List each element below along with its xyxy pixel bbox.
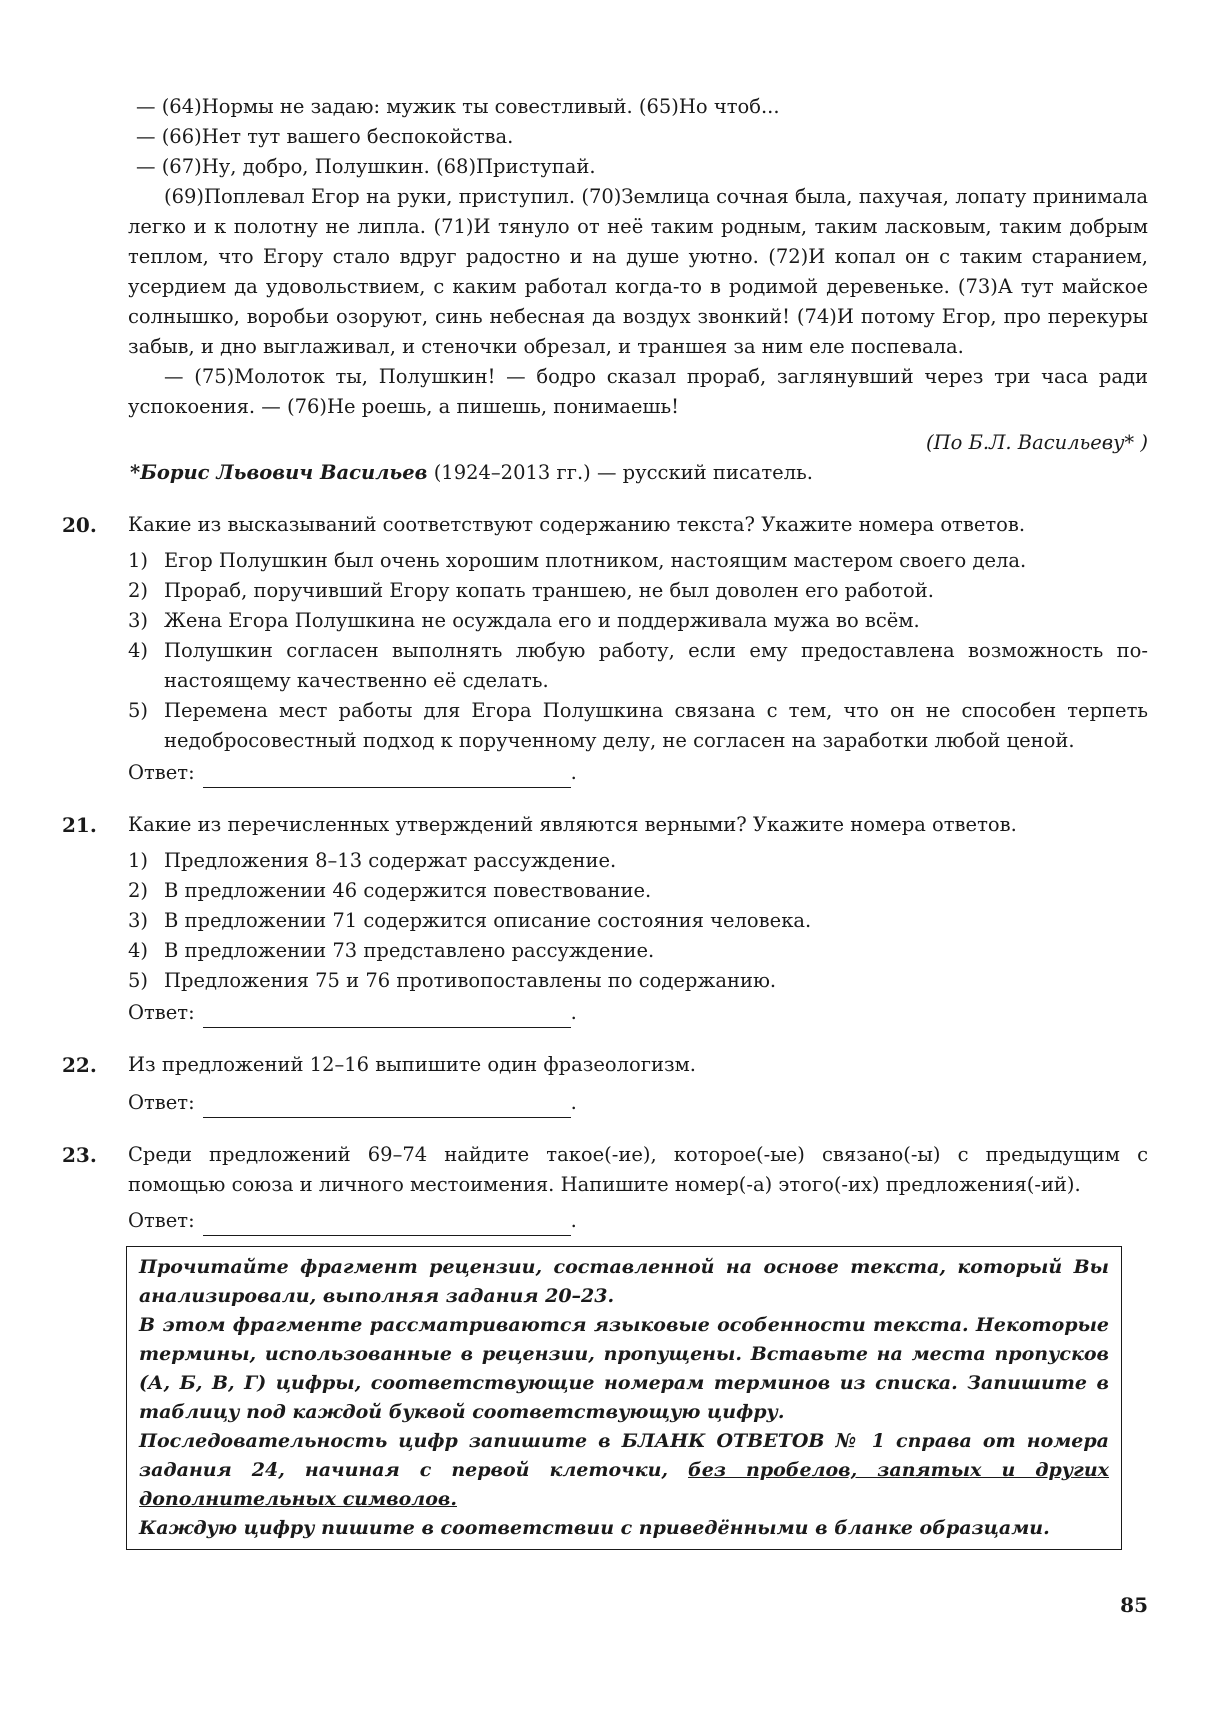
option-item bbox=[128, 576, 1148, 606]
option-text: Жена Егора Полушкина не осуждала его и поддерживала мужа во всём. bbox=[164, 609, 920, 632]
answer-row bbox=[128, 1088, 1148, 1118]
option-text: Полушкин согласен выполнять любую работу, если ему предоставлена возможность по-настоящему качественно её сделать. bbox=[164, 639, 1148, 692]
task-20 bbox=[62, 510, 1148, 788]
option-number: 3) bbox=[128, 909, 149, 932]
option-number: 5) bbox=[128, 969, 149, 992]
option-text: Прораб, поручивший Егору копать траншею, не был доволен его работой. bbox=[164, 579, 934, 602]
option-number: 3) bbox=[128, 609, 149, 632]
source-attribution: (По Б.Л. Васильеву* ) bbox=[926, 431, 1148, 454]
dialogue-line-64: — (64)Нормы не задаю: мужик ты совестливый. (65)Но чтоб... bbox=[136, 95, 780, 118]
instruction-paragraph: Каждую цифру пишите в соответствии с приведёнными в бланке образцами. bbox=[139, 1517, 1050, 1539]
dialogue-line-66: — (66)Нет тут вашего беспокойства. bbox=[136, 125, 514, 148]
author-footnote bbox=[128, 458, 1148, 488]
answer-label: Ответ: bbox=[128, 1209, 195, 1232]
answer-row bbox=[128, 758, 1148, 788]
answer-field[interactable] bbox=[203, 765, 571, 788]
option-text: В предложении 71 содержится описание состояния человека. bbox=[164, 909, 812, 932]
option-text: Предложения 75 и 76 противопоставлены по содержанию. bbox=[164, 969, 777, 992]
option-text: Предложения 8–13 содержат рассуждение. bbox=[164, 849, 617, 872]
option-item bbox=[128, 846, 1148, 876]
instruction-paragraph bbox=[139, 1427, 1109, 1514]
instruction-box bbox=[126, 1246, 1122, 1550]
answer-period: . bbox=[570, 761, 577, 784]
answer-label: Ответ: bbox=[128, 1091, 195, 1114]
option-item bbox=[128, 696, 1148, 756]
instruction-paragraph: В этом фрагменте рассматриваются языковые особенности текста. Некоторые термины, использованные в рецензии, пропущены. Вставьте на места пропусков (А, Б, В, Г) цифры, соответствующие номерам терминов из списка. Запишите в таблицу под каждой буквой соответствующую цифру. bbox=[139, 1314, 1109, 1423]
instruction-paragraph: Прочитайте фрагмент рецензии, составленной на основе текста, который Вы анализировали, выполняя задания 20–23. bbox=[139, 1256, 1109, 1307]
option-number: 4) bbox=[128, 639, 149, 662]
task-22 bbox=[62, 1050, 1148, 1118]
option-number: 2) bbox=[128, 879, 149, 902]
answer-field[interactable] bbox=[203, 1005, 571, 1028]
page-content bbox=[62, 92, 1148, 1550]
option-number: 1) bbox=[128, 849, 149, 872]
dialogue-line-67: — (67)Ну, добро, Полушкин. (68)Приступай. bbox=[136, 155, 596, 178]
option-number: 2) bbox=[128, 579, 149, 602]
option-item bbox=[128, 546, 1148, 576]
footnote-author-name: *Борис Львович Васильев bbox=[130, 461, 428, 484]
option-number: 5) bbox=[128, 699, 149, 722]
task-question: Какие из высказываний соответствуют содержанию текста? Укажите номера ответов. bbox=[128, 513, 1026, 536]
instruction-underlined-text: без пробелов, запятых и других дополнительных символов. bbox=[139, 1459, 1109, 1510]
story-paragraph-69: (69)Поплевал Егор на руки, приступил. (70)Землица сочная была, пахучая, лопату принимала легко и к полотну не липла. (71)И тянуло от неё таким родным, таким ласковым, таким добрым теплом, что Егору стало вдруг радостно и на душе уютно. (72)И копал он с таким старанием, усердием да удовольствием, с каким работал когда-то в родимой деревеньке. (73)А тут майское солнышко, воробьи озоруют, синь небесная да воздух звонкий! (74)И потому Егор, про перекуры забыв, и дно выглаживал, и стеночки обрезал, и траншея за ним еле поспевала. bbox=[128, 185, 1148, 358]
answer-row bbox=[128, 998, 1148, 1028]
answer-label: Ответ: bbox=[128, 761, 195, 784]
answer-period: . bbox=[570, 1209, 577, 1232]
option-text: В предложении 46 содержится повествование. bbox=[164, 879, 652, 902]
answer-field[interactable] bbox=[203, 1095, 571, 1118]
option-number: 4) bbox=[128, 939, 149, 962]
story-paragraph-75: — (75)Молоток ты, Полушкин! — бодро сказал прораб, заглянувший через три часа ради успокоения. — (76)Не роешь, а пишешь, понимаешь! bbox=[128, 365, 1148, 418]
task-23 bbox=[62, 1140, 1148, 1236]
option-number: 1) bbox=[128, 549, 149, 572]
page-number: 85 bbox=[1120, 1593, 1148, 1617]
option-list bbox=[128, 546, 1148, 756]
answer-row bbox=[128, 1206, 1148, 1236]
option-text: Егор Полушкин был очень хорошим плотником, настоящим мастером своего дела. bbox=[164, 549, 1027, 572]
instruction-text: Последовательность цифр запишите в БЛАНК ОТВЕТОВ № 1 справа от номера задания 24, начиная с первой клеточки, bbox=[139, 1430, 1109, 1481]
footnote-author-details: (1924–2013 гг.) — русский писатель. bbox=[427, 461, 813, 484]
task-21 bbox=[62, 810, 1148, 1028]
option-item bbox=[128, 606, 1148, 636]
task-number: 21. bbox=[62, 813, 97, 837]
option-item bbox=[128, 876, 1148, 906]
task-number: 20. bbox=[62, 513, 97, 537]
answer-label: Ответ: bbox=[128, 1001, 195, 1024]
option-item bbox=[128, 906, 1148, 936]
option-list bbox=[128, 846, 1148, 996]
task-question: Какие из перечисленных утверждений являются верными? Укажите номера ответов. bbox=[128, 813, 1017, 836]
option-text: Перемена мест работы для Егора Полушкина связана с тем, что он не способен терпеть недобросовестный подход к порученному делу, не согласен на заработки любой ценой. bbox=[164, 699, 1148, 752]
task-number: 23. bbox=[62, 1143, 97, 1167]
option-text: В предложении 73 представлено рассуждение. bbox=[164, 939, 655, 962]
option-item bbox=[128, 636, 1148, 696]
task-number: 22. bbox=[62, 1053, 97, 1077]
task-question: Из предложений 12–16 выпишите один фразеологизм. bbox=[128, 1053, 696, 1076]
answer-period: . bbox=[570, 1091, 577, 1114]
task-question: Среди предложений 69–74 найдите такое(-ие), которое(-ые) связано(-ы) с предыдущим с помощью союза и личного местоимения. Напишите номер(-а) этого(-их) предложения(-ий). bbox=[128, 1143, 1148, 1196]
answer-period: . bbox=[570, 1001, 577, 1024]
option-item bbox=[128, 936, 1148, 966]
option-item bbox=[128, 966, 1148, 996]
answer-field[interactable] bbox=[203, 1213, 571, 1236]
